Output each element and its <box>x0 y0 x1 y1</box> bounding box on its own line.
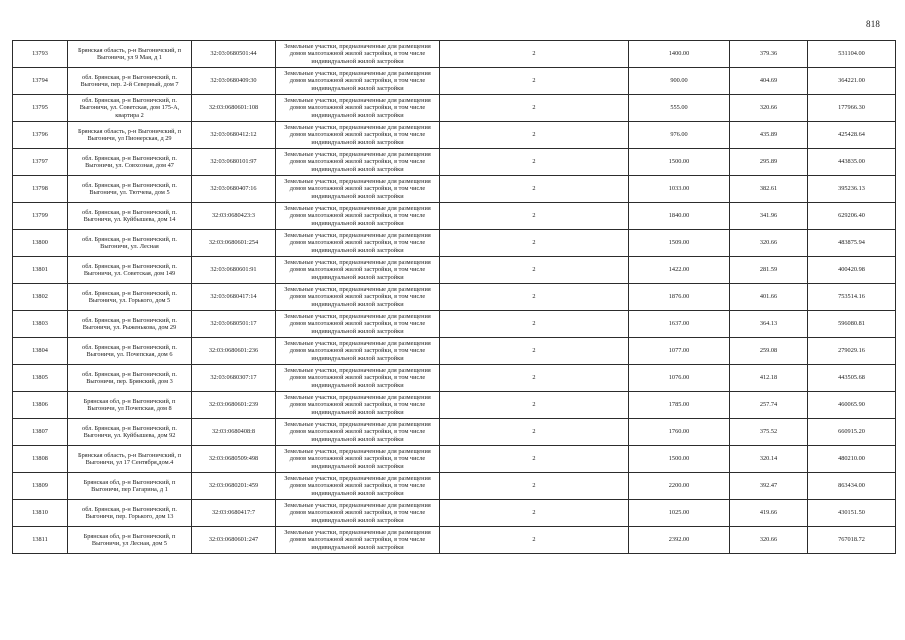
cadastral-value-cell: 660915.20 <box>808 419 896 446</box>
address-cell: обл. Брянская, р-н Выгоничский, п. Выгоничи, ул. Тютчева, дом 5 <box>68 176 192 203</box>
address-cell: Брянская область, р-н Выгоничский, п Выгоничи, ул 17 Сентября,дом.4 <box>68 446 192 473</box>
address-cell: обл. Брянская, р-н Выгоничский, п. Выгоничи, пер. Горького, дом 13 <box>68 500 192 527</box>
cadastral-number-cell: 32:03:0680417:14 <box>192 284 276 311</box>
cadastral-value-cell: 629206.40 <box>808 203 896 230</box>
table-row <box>13 392 896 419</box>
cadastral-value-cell: 364221.00 <box>808 68 896 95</box>
specific-value-cell: 320.14 <box>730 446 808 473</box>
area-cell: 1076.00 <box>629 365 730 392</box>
table-row <box>13 176 896 203</box>
address-cell: обл. Брянская, р-н Выгоничский, п. Выгоничи, ул. Куйбышева, дом 14 <box>68 203 192 230</box>
address-cell: Брянская область, р-н Выгоничский, п Выгоничи, ул Пионерская, д 29 <box>68 122 192 149</box>
area-cell: 1840.00 <box>629 203 730 230</box>
cadastral-value-cell: 753514.16 <box>808 284 896 311</box>
specific-value-cell: 401.66 <box>730 284 808 311</box>
category-cell: 2 <box>440 257 629 284</box>
permitted-use-cell: Земельные участки, предназначенные для размещения домов малоэтажной жилой застройки, в том числе индивидуальной жилой застройки <box>276 176 440 203</box>
category-cell: 2 <box>440 149 629 176</box>
address-cell: обл. Брянская, р-н Выгоничский, п. Выгоничи, ул. Почепская, дом 6 <box>68 338 192 365</box>
category-cell: 2 <box>440 446 629 473</box>
address-cell: обл. Брянская, р-н Выгоничский, п. Выгоничи, ул. Куйбышева, дом 92 <box>68 419 192 446</box>
permitted-use-cell: Земельные участки, предназначенные для размещения домов малоэтажной жилой застройки, в том числе индивидуальной жилой застройки <box>276 311 440 338</box>
cadastral-value-cell: 400420.98 <box>808 257 896 284</box>
specific-value-cell: 392.47 <box>730 473 808 500</box>
address-cell: Брянская обл, р-н Выгоничский, п Выгоничи, пер Гагарина, д 1 <box>68 473 192 500</box>
table-row <box>13 230 896 257</box>
row-number-cell: 13794 <box>13 68 68 95</box>
cadastral-value-cell: 430151.50 <box>808 500 896 527</box>
category-cell: 2 <box>440 338 629 365</box>
specific-value-cell: 259.08 <box>730 338 808 365</box>
table-row <box>13 311 896 338</box>
row-number-cell: 13802 <box>13 284 68 311</box>
specific-value-cell: 341.96 <box>730 203 808 230</box>
specific-value-cell: 257.74 <box>730 392 808 419</box>
permitted-use-cell: Земельные участки, предназначенные для размещения домов малоэтажной жилой застройки, в том числе индивидуальной жилой застройки <box>276 473 440 500</box>
table-row <box>13 527 896 554</box>
land-plots-table <box>12 40 896 554</box>
permitted-use-cell: Земельные участки, предназначенные для размещения домов малоэтажной жилой застройки, в том числе индивидуальной жилой застройки <box>276 527 440 554</box>
permitted-use-cell: Земельные участки, предназначенные для размещения домов малоэтажной жилой застройки, в том числе индивидуальной жилой застройки <box>276 149 440 176</box>
specific-value-cell: 382.61 <box>730 176 808 203</box>
cadastral-number-cell: 32:03:0680601:91 <box>192 257 276 284</box>
address-cell: обл. Брянская, р-н Выгоничский, п. Выгоничи, пер. Брянский, дом 3 <box>68 365 192 392</box>
category-cell: 2 <box>440 527 629 554</box>
category-cell: 2 <box>440 122 629 149</box>
cadastral-number-cell: 32:03:0680101:97 <box>192 149 276 176</box>
area-cell: 1033.00 <box>629 176 730 203</box>
row-number-cell: 13805 <box>13 365 68 392</box>
category-cell: 2 <box>440 365 629 392</box>
permitted-use-cell: Земельные участки, предназначенные для размещения домов малоэтажной жилой застройки, в том числе индивидуальной жилой застройки <box>276 230 440 257</box>
row-number-cell: 13808 <box>13 446 68 473</box>
table-row <box>13 68 896 95</box>
address-cell: Брянская обл, р-н Выгоничский, п Выгоничи, ул Почепская, дом 8 <box>68 392 192 419</box>
row-number-cell: 13807 <box>13 419 68 446</box>
table-row <box>13 122 896 149</box>
cadastral-value-cell: 395236.13 <box>808 176 896 203</box>
cadastral-value-cell: 483875.94 <box>808 230 896 257</box>
row-number-cell: 13809 <box>13 473 68 500</box>
specific-value-cell: 375.52 <box>730 419 808 446</box>
area-cell: 1876.00 <box>629 284 730 311</box>
category-cell: 2 <box>440 311 629 338</box>
area-cell: 2200.00 <box>629 473 730 500</box>
row-number-cell: 13803 <box>13 311 68 338</box>
specific-value-cell: 412.18 <box>730 365 808 392</box>
category-cell: 2 <box>440 68 629 95</box>
row-number-cell: 13798 <box>13 176 68 203</box>
permitted-use-cell: Земельные участки, предназначенные для размещения домов малоэтажной жилой застройки, в том числе индивидуальной жилой застройки <box>276 284 440 311</box>
cadastral-value-cell: 480210.00 <box>808 446 896 473</box>
table-row <box>13 473 896 500</box>
cadastral-number-cell: 32:03:0680501:17 <box>192 311 276 338</box>
cadastral-value-cell: 531104.00 <box>808 41 896 68</box>
permitted-use-cell: Земельные участки, предназначенные для размещения домов малоэтажной жилой застройки, в том числе индивидуальной жилой застройки <box>276 203 440 230</box>
cadastral-number-cell: 32:03:0680601:108 <box>192 95 276 122</box>
area-cell: 1785.00 <box>629 392 730 419</box>
row-number-cell: 13810 <box>13 500 68 527</box>
area-cell: 1760.00 <box>629 419 730 446</box>
area-cell: 555.00 <box>629 95 730 122</box>
area-cell: 976.00 <box>629 122 730 149</box>
area-cell: 1077.00 <box>629 338 730 365</box>
cadastral-number-cell: 32:03:0680601:254 <box>192 230 276 257</box>
specific-value-cell: 281.59 <box>730 257 808 284</box>
category-cell: 2 <box>440 284 629 311</box>
address-cell: обл. Брянская, р-н Выгоничский, п. Выгоничи, ул. Советская, дом 149 <box>68 257 192 284</box>
table-row <box>13 446 896 473</box>
table-row <box>13 41 896 68</box>
address-cell: обл. Брянская, р-н Выгоничский, п. Выгоничи, ул. Рыженькова, дом 29 <box>68 311 192 338</box>
address-cell: Брянская область, р-н Выгоничский, п Выгоничи, ул 9 Мая, д 1 <box>68 41 192 68</box>
address-cell: Брянская обл, р-н Выгоничский, п Выгоничи, ул Лесная, дом 5 <box>68 527 192 554</box>
page-number: 818 <box>866 19 881 29</box>
permitted-use-cell: Земельные участки, предназначенные для размещения домов малоэтажной жилой застройки, в том числе индивидуальной жилой застройки <box>276 365 440 392</box>
specific-value-cell: 419.66 <box>730 500 808 527</box>
table-row <box>13 365 896 392</box>
address-cell: обл. Брянская, р-н Выгоничский, п. Выгоничи, ул. Совхозная, дом 47 <box>68 149 192 176</box>
cadastral-number-cell: 32:03:0680601:239 <box>192 392 276 419</box>
row-number-cell: 13797 <box>13 149 68 176</box>
specific-value-cell: 435.89 <box>730 122 808 149</box>
cadastral-value-cell: 863434.00 <box>808 473 896 500</box>
row-number-cell: 13801 <box>13 257 68 284</box>
permitted-use-cell: Земельные участки, предназначенные для размещения домов малоэтажной жилой застройки, в том числе индивидуальной жилой застройки <box>276 338 440 365</box>
category-cell: 2 <box>440 41 629 68</box>
cadastral-value-cell: 177966.30 <box>808 95 896 122</box>
table-row <box>13 257 896 284</box>
area-cell: 1422.00 <box>629 257 730 284</box>
category-cell: 2 <box>440 473 629 500</box>
specific-value-cell: 320.66 <box>730 527 808 554</box>
cadastral-number-cell: 32:03:0680409:30 <box>192 68 276 95</box>
area-cell: 900.00 <box>629 68 730 95</box>
area-cell: 1400.00 <box>629 41 730 68</box>
cadastral-value-cell: 425428.64 <box>808 122 896 149</box>
category-cell: 2 <box>440 500 629 527</box>
specific-value-cell: 320.66 <box>730 230 808 257</box>
category-cell: 2 <box>440 203 629 230</box>
row-number-cell: 13804 <box>13 338 68 365</box>
permitted-use-cell: Земельные участки, предназначенные для размещения домов малоэтажной жилой застройки, в том числе индивидуальной жилой застройки <box>276 446 440 473</box>
row-number-cell: 13793 <box>13 41 68 68</box>
cadastral-number-cell: 32:03:0680307:17 <box>192 365 276 392</box>
permitted-use-cell: Земельные участки, предназначенные для размещения домов малоэтажной жилой застройки, в том числе индивидуальной жилой застройки <box>276 257 440 284</box>
area-cell: 1025.00 <box>629 500 730 527</box>
specific-value-cell: 379.36 <box>730 41 808 68</box>
row-number-cell: 13799 <box>13 203 68 230</box>
table-row <box>13 500 896 527</box>
cadastral-number-cell: 32:03:0680501:44 <box>192 41 276 68</box>
cadastral-number-cell: 32:03:0680601:236 <box>192 338 276 365</box>
cadastral-value-cell: 596080.81 <box>808 311 896 338</box>
area-cell: 1637.00 <box>629 311 730 338</box>
permitted-use-cell: Земельные участки, предназначенные для размещения домов малоэтажной жилой застройки, в том числе индивидуальной жилой застройки <box>276 500 440 527</box>
cadastral-value-cell: 443835.00 <box>808 149 896 176</box>
category-cell: 2 <box>440 176 629 203</box>
specific-value-cell: 364.13 <box>730 311 808 338</box>
table-row <box>13 284 896 311</box>
cadastral-value-cell: 767018.72 <box>808 527 896 554</box>
address-cell: обл. Брянская, р-н Выгоничский, п. Выгоничи, пер. 2-й Северный, дом 7 <box>68 68 192 95</box>
area-cell: 1500.00 <box>629 149 730 176</box>
cadastral-number-cell: 32:03:0680423:3 <box>192 203 276 230</box>
permitted-use-cell: Земельные участки, предназначенные для размещения домов малоэтажной жилой застройки, в том числе индивидуальной жилой застройки <box>276 95 440 122</box>
area-cell: 2392.00 <box>629 527 730 554</box>
cadastral-number-cell: 32:03:0680412:12 <box>192 122 276 149</box>
cadastral-value-cell: 443505.68 <box>808 365 896 392</box>
cadastral-number-cell: 32:03:0680408:8 <box>192 419 276 446</box>
area-cell: 1509.00 <box>629 230 730 257</box>
category-cell: 2 <box>440 95 629 122</box>
table-row <box>13 149 896 176</box>
cadastral-value-cell: 460065.90 <box>808 392 896 419</box>
table-row <box>13 419 896 446</box>
cadastral-value-cell: 279029.16 <box>808 338 896 365</box>
row-number-cell: 13800 <box>13 230 68 257</box>
address-cell: обл. Брянская, р-н Выгоничский, п. Выгоничи, ул. Советская, дом 175-А, квартира 2 <box>68 95 192 122</box>
row-number-cell: 13796 <box>13 122 68 149</box>
cadastral-number-cell: 32:03:0680601:247 <box>192 527 276 554</box>
cadastral-number-cell: 32:03:0680201:459 <box>192 473 276 500</box>
address-cell: обл. Брянская, р-н Выгоничский, п. Выгоничи, ул. Лесная <box>68 230 192 257</box>
cadastral-number-cell: 32:03:0680407:16 <box>192 176 276 203</box>
area-cell: 1500.00 <box>629 446 730 473</box>
permitted-use-cell: Земельные участки, предназначенные для размещения домов малоэтажной жилой застройки, в том числе индивидуальной жилой застройки <box>276 419 440 446</box>
permitted-use-cell: Земельные участки, предназначенные для размещения домов малоэтажной жилой застройки, в том числе индивидуальной жилой застройки <box>276 41 440 68</box>
specific-value-cell: 320.66 <box>730 95 808 122</box>
permitted-use-cell: Земельные участки, предназначенные для размещения домов малоэтажной жилой застройки, в том числе индивидуальной жилой застройки <box>276 392 440 419</box>
table-row <box>13 95 896 122</box>
cadastral-number-cell: 32:03:0680509:498 <box>192 446 276 473</box>
category-cell: 2 <box>440 419 629 446</box>
permitted-use-cell: Земельные участки, предназначенные для размещения домов малоэтажной жилой застройки, в том числе индивидуальной жилой застройки <box>276 68 440 95</box>
category-cell: 2 <box>440 392 629 419</box>
address-cell: обл. Брянская, р-н Выгоничский, п. Выгоничи, ул. Горького, дом 5 <box>68 284 192 311</box>
cadastral-number-cell: 32:03:0680417:7 <box>192 500 276 527</box>
row-number-cell: 13806 <box>13 392 68 419</box>
table-row <box>13 338 896 365</box>
table-row <box>13 203 896 230</box>
table-body <box>13 41 896 554</box>
specific-value-cell: 404.69 <box>730 68 808 95</box>
specific-value-cell: 295.89 <box>730 149 808 176</box>
category-cell: 2 <box>440 230 629 257</box>
row-number-cell: 13795 <box>13 95 68 122</box>
permitted-use-cell: Земельные участки, предназначенные для размещения домов малоэтажной жилой застройки, в том числе индивидуальной жилой застройки <box>276 122 440 149</box>
row-number-cell: 13811 <box>13 527 68 554</box>
